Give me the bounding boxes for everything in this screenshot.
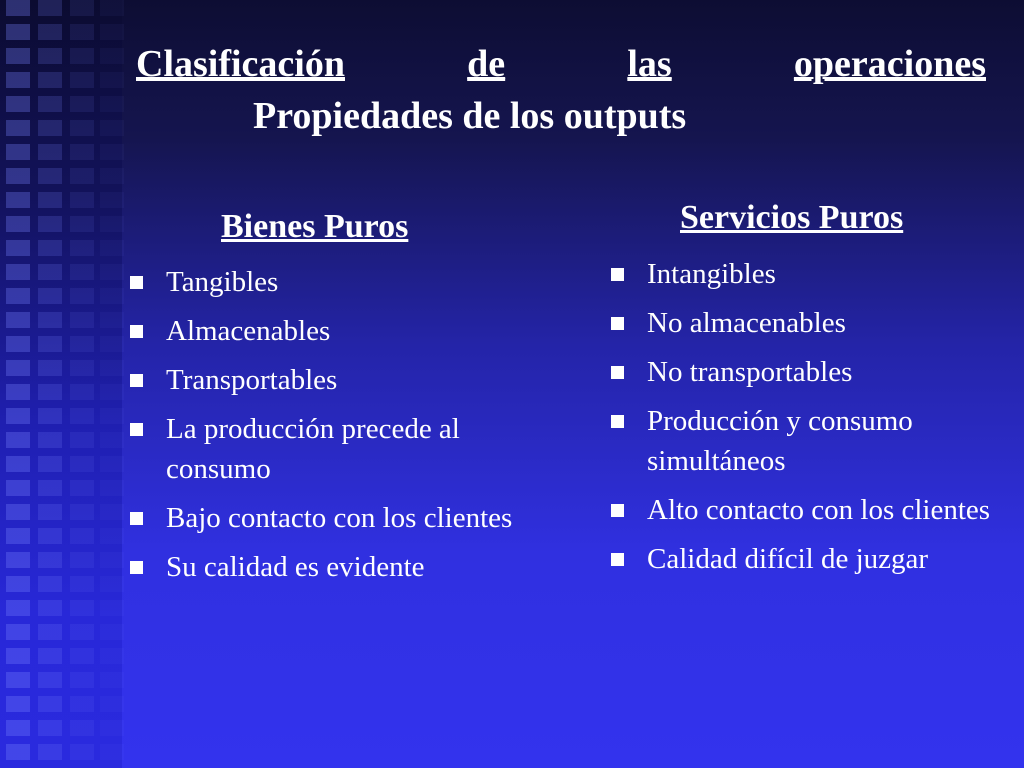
- list-item: [128, 262, 528, 302]
- list-item-text: Su calidad es evidente: [166, 551, 425, 583]
- list-item-text: No almacenables: [647, 307, 846, 339]
- list-item: [128, 498, 528, 538]
- list-item-text: La producción precede al consumo: [166, 413, 460, 485]
- list-item: [128, 360, 528, 400]
- square-bullet-icon: [130, 325, 143, 338]
- square-bullet-icon: [611, 268, 624, 281]
- list-item-text: Alto contacto con los clientes: [647, 494, 991, 526]
- decorative-square-column: [70, 0, 94, 768]
- title-word: de: [467, 43, 506, 85]
- decorative-square-column: [38, 0, 62, 768]
- square-bullet-icon: [130, 374, 143, 387]
- list-item: [609, 490, 999, 530]
- list-item-text: Calidad difícil de juzgar: [647, 543, 929, 575]
- square-bullet-icon: [611, 366, 624, 379]
- decorative-square-column: [6, 0, 30, 768]
- list-item-text: Tangibles: [166, 266, 279, 298]
- decorative-left-strip: [0, 0, 122, 768]
- square-bullet-icon: [611, 504, 624, 517]
- title-word: las: [627, 43, 672, 85]
- list-item-text: Almacenables: [166, 315, 331, 347]
- list-item-text: Bajo contacto con los clientes: [166, 502, 513, 534]
- list-item-text: Producción y consumo simultáneos: [647, 405, 913, 477]
- title-word: operaciones: [793, 43, 986, 85]
- column-heading-servicios-puros: Servicios Puros: [680, 199, 904, 236]
- square-bullet-icon: [611, 317, 624, 330]
- decorative-square-column: [100, 0, 124, 768]
- list-item: [128, 409, 528, 489]
- list-item-text: Intangibles: [647, 258, 776, 290]
- slide-title: [136, 38, 986, 142]
- list-item-text: Transportables: [166, 364, 338, 396]
- list-item-text: No transportables: [647, 356, 853, 388]
- list-item: [609, 401, 999, 481]
- list-item: [609, 352, 999, 392]
- title-word: Clasificación: [136, 43, 345, 85]
- square-bullet-icon: [130, 512, 143, 525]
- list-item: [609, 303, 999, 343]
- column-heading-bienes-puros: Bienes Puros: [221, 208, 409, 245]
- slide-title-line2: Propiedades de los outputs: [253, 95, 687, 137]
- square-bullet-icon: [130, 276, 143, 289]
- square-bullet-icon: [611, 415, 624, 428]
- square-bullet-icon: [130, 561, 143, 574]
- list-item: [128, 547, 528, 587]
- list-item: [609, 539, 999, 579]
- square-bullet-icon: [611, 553, 624, 566]
- bienes-puros-list: [128, 262, 528, 596]
- list-item: [609, 254, 999, 294]
- square-bullet-icon: [130, 423, 143, 436]
- slide-title-line1: [136, 38, 986, 90]
- servicios-puros-list: [609, 254, 999, 588]
- list-item: [128, 311, 528, 351]
